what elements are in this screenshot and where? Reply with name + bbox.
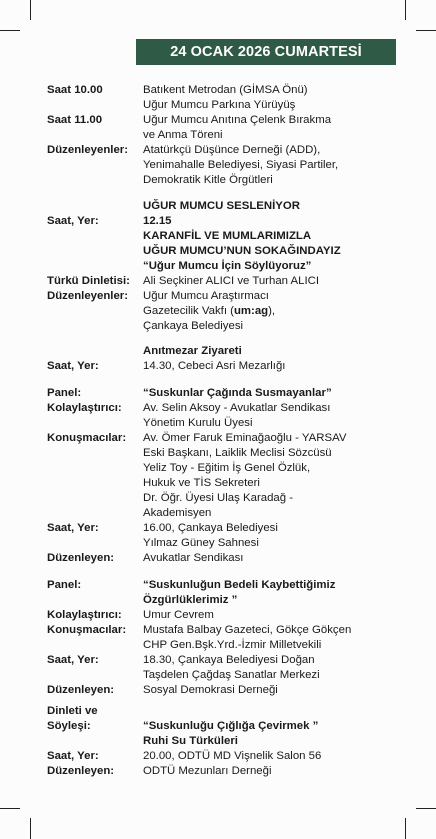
value-kolaylastirici-line1: Av. Selin Aksoy - Avukatlar Sendikası (143, 402, 331, 414)
value-duzenleyenler-line2a: Gazetecilik Vakfı ( (143, 305, 234, 317)
value-saat-yer-line1: 18.30, Çankaya Belediyesi Doğan (143, 654, 315, 666)
label-konusmacilar: Konuşmacılar: (47, 432, 127, 444)
crop-mark-top-right (405, 0, 406, 20)
label-panel: Panel: (47, 579, 82, 591)
value-konusmacilar-line6: Akademisyen (143, 507, 212, 519)
label-saat-1000: Saat 10.00 (47, 84, 103, 96)
crop-mark-bottom-left (30, 818, 31, 839)
label-dinleti-line2: Söyleşi: (47, 720, 91, 732)
section-title: Anıtmezar Ziyareti (143, 345, 242, 357)
value-duzenleyenler-line3: Çankaya Belediyesi (143, 320, 244, 332)
value-time: 12.15 (143, 215, 172, 227)
value-konusmacilar-line1: Mustafa Balbay Gazeteci, Gökçe Gökçen (143, 624, 352, 636)
crop-mark-left-top (0, 30, 20, 31)
value-panel-line2: Özgürlüklerimiz ” (143, 594, 238, 606)
value-saat-yer-line1: 16.00, Çankaya Belediyesi (143, 522, 278, 534)
value-panel: “Suskunlar Çağında Susmayanlar” (143, 387, 332, 399)
value-kolaylastirici-line2: Yönetim Kurulu Üyesi (143, 417, 253, 429)
label-duzenleyenler: Düzenleyenler: (47, 144, 129, 156)
label-saat-yer: Saat, Yer: (47, 750, 99, 762)
date-header: 24 OCAK 2026 CUMARTESİ (136, 39, 396, 65)
label-panel: Panel: (47, 387, 82, 399)
value-duzenleyenler-line2 (143, 304, 275, 319)
crop-mark-left-bottom (0, 808, 20, 809)
crop-mark-right-top (416, 30, 436, 31)
value-konusmacilar-line3: Yeliz Toy - Eğitim İş Genel Özlük, (143, 462, 311, 474)
value-panel-line1: “Suskunluğun Bedeli Kaybettiğimiz (143, 579, 336, 591)
label-saat-yer: Saat, Yer: (47, 360, 99, 372)
label-konusmacilar: Konuşmacılar: (47, 624, 127, 636)
label-duzenleyen: Düzenleyen: (47, 552, 115, 564)
label-saat-yer: Saat, Yer: (47, 522, 99, 534)
label-turku-dinletisi: Türkü Dinletisi: (47, 275, 130, 287)
value-dinleti-line2: Ruhi Su Türküleri (143, 735, 238, 747)
value-duzenleyenler-line2c: ), (268, 305, 276, 317)
value-saat-yer-line2: Yılmaz Güney Sahnesi (143, 537, 259, 549)
value-duzenleyen: Sosyal Demokrasi Derneği (143, 684, 278, 696)
value-duzenleyenler-line2: Yenimahalle Belediyesi, Siyasi Partiler, (143, 159, 339, 171)
label-duzenleyenler: Düzenleyenler: (47, 290, 129, 302)
value-saat-yer: 20.00, ODTÜ MD Vişnelik Salon 56 (143, 750, 322, 762)
value-konusmacilar-line4: Hukuk ve TİS Sekreteri (143, 477, 260, 489)
value-konusmacilar-line2: CHP Gen.Bşk.Yrd.-İzmir Milletvekili (143, 639, 322, 651)
value-saat-1000-line1: Batıkent Metrodan (GİMSA Önü) (143, 84, 308, 96)
value-saat-1100-line1: Uğur Mumcu Anıtına Çelenk Bırakma (143, 114, 332, 126)
value-duzenleyenler-line1: Atatürkçü Düşünce Derneği (ADD), (143, 144, 321, 156)
label-saat-1100: Saat 11.00 (47, 114, 103, 126)
label-kolaylastirici: Kolaylaştırıcı: (47, 402, 122, 414)
value-saat-yer: 14.30, Cebeci Asri Mezarlığı (143, 360, 286, 372)
value-line4: “Uğur Mumcu İçin Söylüyoruz” (143, 260, 312, 272)
value-saat-1000-line2: Uğur Mumcu Parkına Yürüyüş (143, 99, 296, 111)
value-konusmacilar-line1: Av. Ömer Faruk Eminağaoğlu - YARSAV (143, 432, 347, 444)
value-saat-yer-line2: Taşdelen Çağdaş Sanatlar Merkezi (143, 669, 320, 681)
value-line2: KARANFİL VE MUMLARIMIZLA (143, 230, 312, 242)
value-line3: UĞUR MUMCU’NUN SOKAĞINDAYIZ (143, 245, 341, 257)
label-saat-yer: Saat, Yer: (47, 654, 99, 666)
value-turku-dinletisi: Ali Seçkiner ALICI ve Turhan ALICI (143, 275, 320, 287)
label-saat-yer: Saat, Yer: (47, 215, 99, 227)
label-duzenleyen: Düzenleyen: (47, 684, 115, 696)
section-title: UĞUR MUMCU SESLENİYOR (143, 200, 300, 212)
value-duzenleyenler-line3: Demokratik Kitle Örgütleri (143, 174, 273, 186)
value-konusmacilar-line5: Dr. Öğr. Üyesi Ulaş Karadağ - (143, 492, 294, 504)
value-duzenleyen: ODTÜ Mezunları Derneği (143, 765, 272, 777)
label-dinleti-line1: Dinleti ve (47, 705, 98, 717)
value-saat-1100-line2: ve Anma Töreni (143, 129, 223, 141)
label-duzenleyen: Düzenleyen: (47, 765, 115, 777)
value-kolaylastirici: Umur Cevrem (143, 609, 214, 621)
crop-mark-bottom-right (405, 818, 406, 839)
value-duzenleyen: Avukatlar Sendikası (143, 552, 244, 564)
value-konusmacilar-line2: Eski Başkanı, Laiklik Meclisi Sözcüsü (143, 447, 332, 459)
umag-wordmark: um:ag (233, 305, 269, 317)
value-dinleti-line1: “Suskunluğu Çığlığa Çevirmek ” (143, 720, 319, 732)
value-duzenleyenler-line1: Uğur Mumcu Araştırmacı (143, 290, 269, 302)
label-kolaylastirici: Kolaylaştırıcı: (47, 609, 122, 621)
crop-mark-right-bottom (416, 808, 436, 809)
crop-mark-top-left (30, 0, 31, 20)
